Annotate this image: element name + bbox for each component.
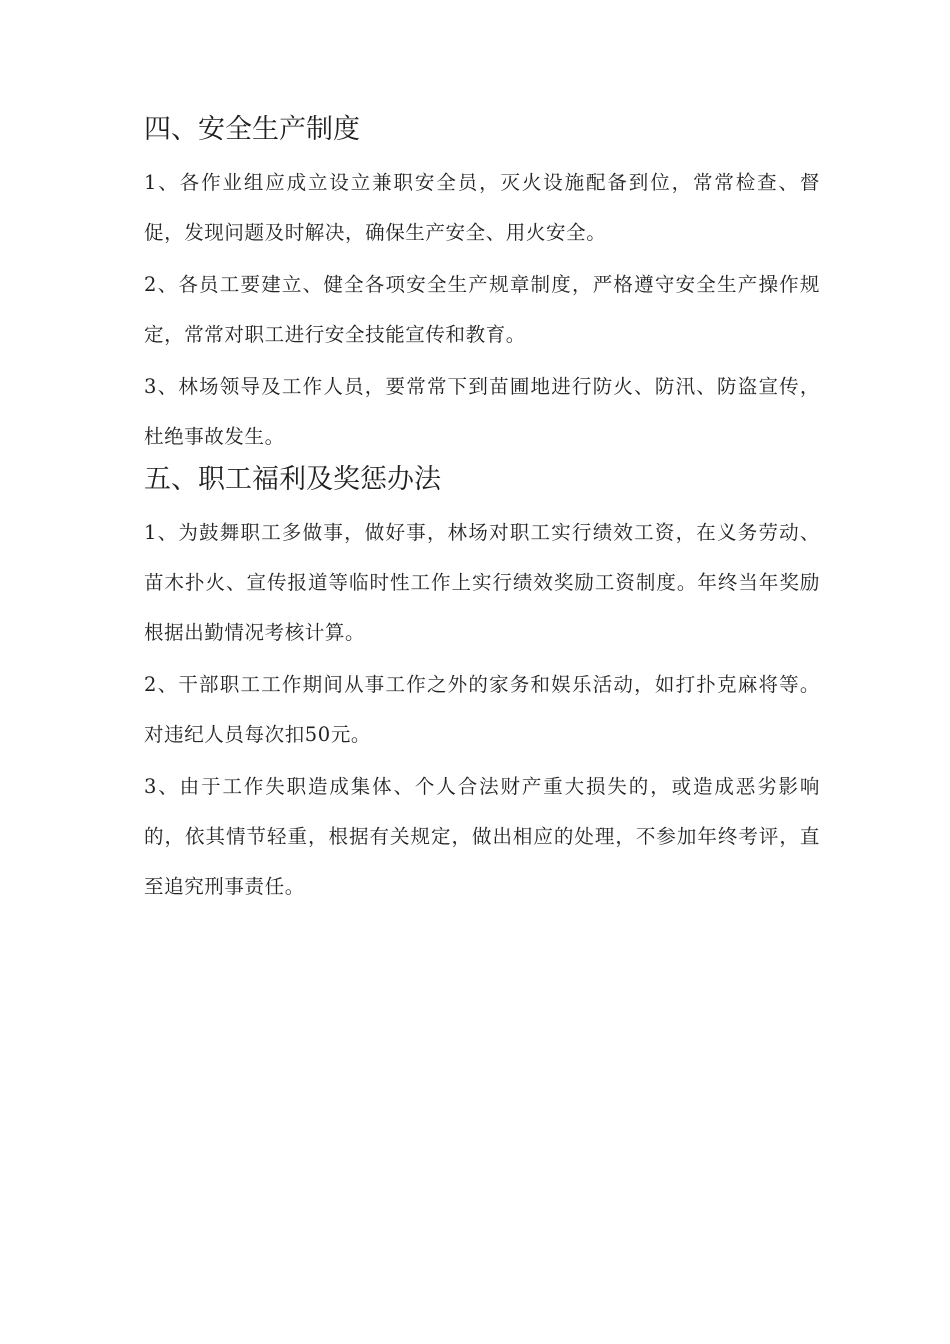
document-page	[144, 108, 820, 914]
section-safety-production	[144, 108, 820, 462]
paragraph: 2、干部职工工作期间从事工作之外的家务和娱乐活动，如打扑克麻将等。对违纪人员每次扣50元。	[144, 673, 820, 746]
section-welfare-rewards	[144, 458, 820, 912]
section-heading: 五、职工福利及奖惩办法	[144, 464, 441, 495]
section-heading: 四、安全生产制度	[144, 114, 360, 145]
paragraph: 1、各作业组应成立设立兼职安全员，灭火设施配备到位，常常检查、督促，发现问题及时解决，确保生产安全、用火安全。	[144, 171, 820, 244]
paragraph: 3、林场领导及工作人员，要常常下到苗圃地进行防火、防汛、防盗宣传，杜绝事故发生。	[144, 375, 820, 448]
paragraph: 2、各员工要建立、健全各项安全生产规章制度，严格遵守安全生产操作规定，常常对职工进行安全技能宣传和教育。	[144, 273, 820, 346]
paragraph: 1、为鼓舞职工多做事，做好事，林场对职工实行绩效工资，在义务劳动、苗木扑火、宣传报道等临时性工作上实行绩效奖励工资制度。年终当年奖励根据出勤情况考核计算。	[144, 521, 820, 644]
paragraph: 3、由于工作失职造成集体、个人合法财产重大损失的，或造成恶劣影响的，依其情节轻重，根据有关规定，做出相应的处理，不参加年终考评，直至追究刑事责任。	[144, 775, 820, 898]
